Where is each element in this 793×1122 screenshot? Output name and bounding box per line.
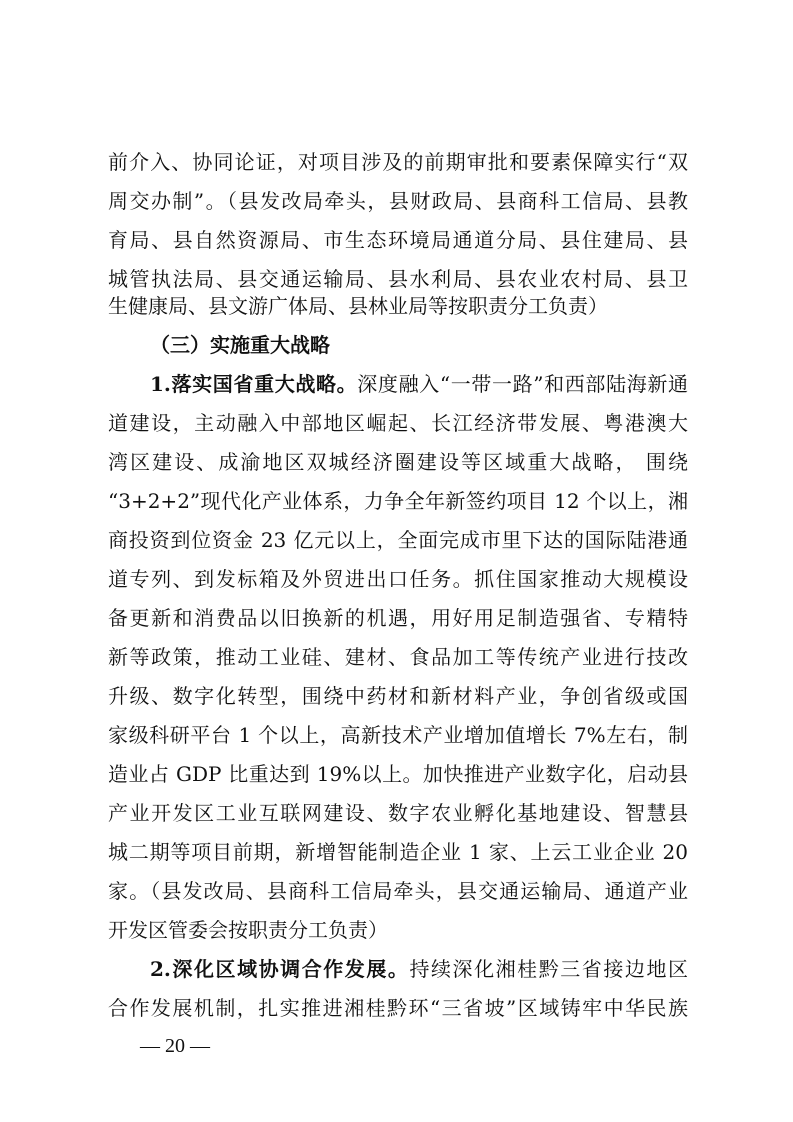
item-2-title: 2.深化区域协调合作发展。 xyxy=(150,957,410,981)
paragraph-line: 造业占 GDP 比重达到 19%以上。加快推进产业数字化，启动县 xyxy=(108,762,688,786)
paragraph-line: 道建设，主动融入中部地区崛起、长江经济带发展、粤港澳大 xyxy=(108,411,688,435)
paragraph-line: 生健康局、县文游广体局、县林业局等按职责分工负责） xyxy=(108,294,608,318)
paragraph-line: 家。（县发改局、县商科工信局牵头，县交通运输局、通道产业 xyxy=(108,879,688,903)
paragraph-line: 家级科研平台 1 个以上，高新技术产业增加值增长 7%左右，制 xyxy=(108,723,688,747)
paragraph-line: 商投资到位资金 23 亿元以上，全面完成市里下达的国际陆港通 xyxy=(108,528,688,552)
paragraph-line: 湾区建设、成渝地区双城经济圈建设等区域重大战略， 围绕 xyxy=(108,450,688,474)
item-2-first-line xyxy=(150,957,688,981)
paragraph-line: 升级、数字化转型，围绕中药材和新材料产业，争创省级或国 xyxy=(108,684,688,708)
paragraph-line: 产业开发区工业互联网建设、数字农业孵化基地建设、智慧县 xyxy=(108,801,688,825)
item-2-first-line-text: 持续深化湘桂黔三省接边地区 xyxy=(409,957,688,981)
paragraph-line: 新等政策，推动工业硅、建材、食品加工等传统产业进行技改 xyxy=(108,645,688,669)
paragraph-line: 前介入、协同论证，对项目涉及的前期审批和要素保障实行“双 xyxy=(108,150,688,174)
paragraph-line: 备更新和消费品以旧换新的机遇，用好用足制造强省、专精特 xyxy=(108,606,688,630)
section-heading: （三）实施重大战略 xyxy=(150,333,330,357)
paragraph-line: 开发区管委会按职责分工负责） xyxy=(108,918,388,942)
paragraph-line: 周交办制”。（县发改局牵头，县财政局、县商科工信局、县教 xyxy=(108,189,688,213)
paragraph-line: 城管执法局、县交通运输局、县水利局、县农业农村局、县卫 xyxy=(108,267,688,291)
page-number: — 20 — xyxy=(140,1035,210,1057)
paragraph-line: 合作发展机制，扎实推进湘桂黔环“三省坡”区域铸牢中华民族 xyxy=(108,996,688,1020)
item-1-first-line-text: 深度融入“一带一路”和西部陆海新通 xyxy=(357,372,688,396)
item-1-title: 1.落实国省重大战略。 xyxy=(150,372,358,396)
paragraph-line: 城二期等项目前期，新增智能制造企业 1 家、上云工业企业 20 xyxy=(108,840,688,864)
paragraph-line: 育局、县自然资源局、市生态环境局通道分局、县住建局、县 xyxy=(108,228,688,252)
paragraph-line: 道专列、到发标箱及外贸进出口任务。抓住国家推动大规模设 xyxy=(108,567,688,591)
paragraph-line: “3+2+2”现代化产业体系，力争全年新签约项目 12 个以上，湘 xyxy=(108,489,688,513)
item-1-first-line xyxy=(150,372,688,396)
